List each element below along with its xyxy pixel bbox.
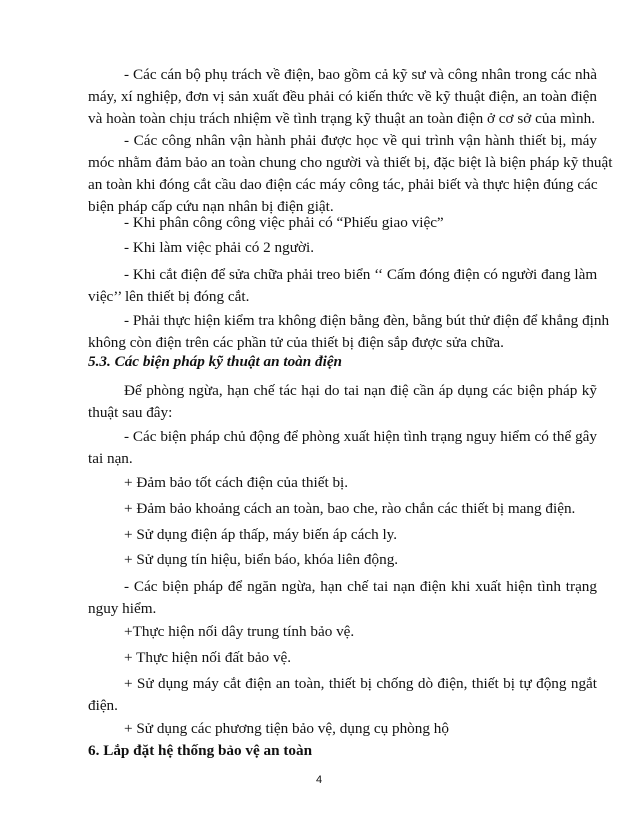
text-line: tai nạn. — [88, 450, 133, 467]
text-line: - Các biện pháp để ngăn ngừa, hạn chế tai nạn điện khi xuất hiện tình trạng — [124, 578, 597, 595]
paragraph-two-people — [88, 237, 597, 259]
list-item — [88, 524, 597, 546]
list-item — [88, 621, 597, 643]
text-line: an toàn khi đóng cắt cầu dao điện các máy công tác, phải biết và thực hiện đúng các — [88, 176, 598, 193]
text-line: việc’’ lên thiết bị đóng cắt. — [88, 288, 250, 305]
text-line: + Sử dụng điện áp thấp, máy biến áp cách ly. — [124, 526, 398, 543]
text-line: không còn điện trên các phần tử của thiết bị điện sắp được sửa chữa. — [88, 334, 504, 351]
text-line: nguy hiểm. — [88, 600, 157, 617]
text-line: + Thực hiện nối đất bảo vệ. — [124, 649, 292, 666]
list-item — [88, 549, 597, 571]
text-line: - Phải thực hiện kiểm tra không điện bằng đèn, bằng bút thử điện để khẳng định — [124, 312, 610, 329]
text-line: - Khi làm việc phải có 2 người. — [124, 239, 315, 256]
text-line: + Đảm bảo khoảng cách an toàn, bao che, rào chắn các thiết bị mang điện. — [124, 500, 576, 517]
paragraph-voltage-check — [88, 310, 610, 354]
list-item — [88, 647, 597, 669]
list-item — [88, 718, 597, 740]
text-line: biện pháp cấp cứu nạn nhân bị điện giật. — [88, 198, 334, 215]
list-item — [88, 472, 597, 494]
paragraph-measures-intro — [88, 380, 597, 424]
text-line: + Đảm bảo tốt cách điện của thiết bị. — [124, 474, 349, 491]
text-line: và hoàn toàn chịu trách nhiệm về tình trạng kỹ thuật an toàn điện ở cơ sở của mình. — [88, 110, 596, 127]
text-line: + Sử dụng tín hiệu, biển báo, khóa liên động. — [124, 551, 399, 568]
text-line: - Khi phân công công việc phải có “Phiếu giao việc” — [124, 214, 444, 231]
text-line: - Các biện pháp chủ động để phòng xuất hiện tình trạng nguy hiểm có thể gây — [124, 428, 597, 445]
paragraph-staff-responsibility — [88, 64, 597, 130]
section-heading-6: 6. Lắp đặt hệ thống bảo vệ an toàn — [88, 742, 313, 759]
text-line: thuật sau đây: — [88, 404, 173, 421]
text-line: - Các công nhân vận hành phải được học về qui trình vận hành thiết bị, máy — [124, 132, 597, 149]
paragraph-preventive-measures — [88, 576, 597, 620]
paragraph-operators — [88, 130, 613, 218]
page-number: 4 — [315, 774, 323, 786]
text-line: + Sử dụng máy cắt điện an toàn, thiết bị chống dò điện, thiết bị tự động ngắt — [124, 675, 597, 692]
text-line: + Sử dụng các phương tiện bảo vệ, dụng cụ phòng hộ — [124, 720, 449, 737]
section-heading-5-3: 5.3. Các biện pháp kỹ thuật an toàn điện — [88, 353, 343, 370]
text-line: - Khi cắt điện để sửa chữa phải treo biển ‘‘ Cấm đóng điện có người đang làm — [124, 266, 598, 283]
text-line: móc nhằm đảm bảo an toàn chung cho người và thiết bị, đặc biệt là biện pháp kỹ thuật — [88, 154, 613, 171]
text-line: +Thực hiện nối dây trung tính bảo vệ. — [124, 623, 355, 640]
paragraph-work-order — [88, 212, 597, 234]
text-line: điện. — [88, 697, 118, 714]
list-item — [88, 673, 597, 717]
paragraph-warning-sign — [88, 264, 597, 308]
text-line: máy, xí nghiệp, đơn vị sản xuất đều phải có kiến thức về kỹ thuật điện, an toàn điện — [88, 88, 597, 105]
text-line: Để phòng ngừa, hạn chế tác hại do tai nạn điệ cần áp dụng các biện pháp kỹ — [124, 382, 597, 399]
text-line: - Các cán bộ phụ trách về điện, bao gồm cả kỹ sư và công nhân trong các nhà — [124, 66, 597, 83]
list-item — [88, 498, 597, 520]
paragraph-active-measures — [88, 426, 597, 470]
